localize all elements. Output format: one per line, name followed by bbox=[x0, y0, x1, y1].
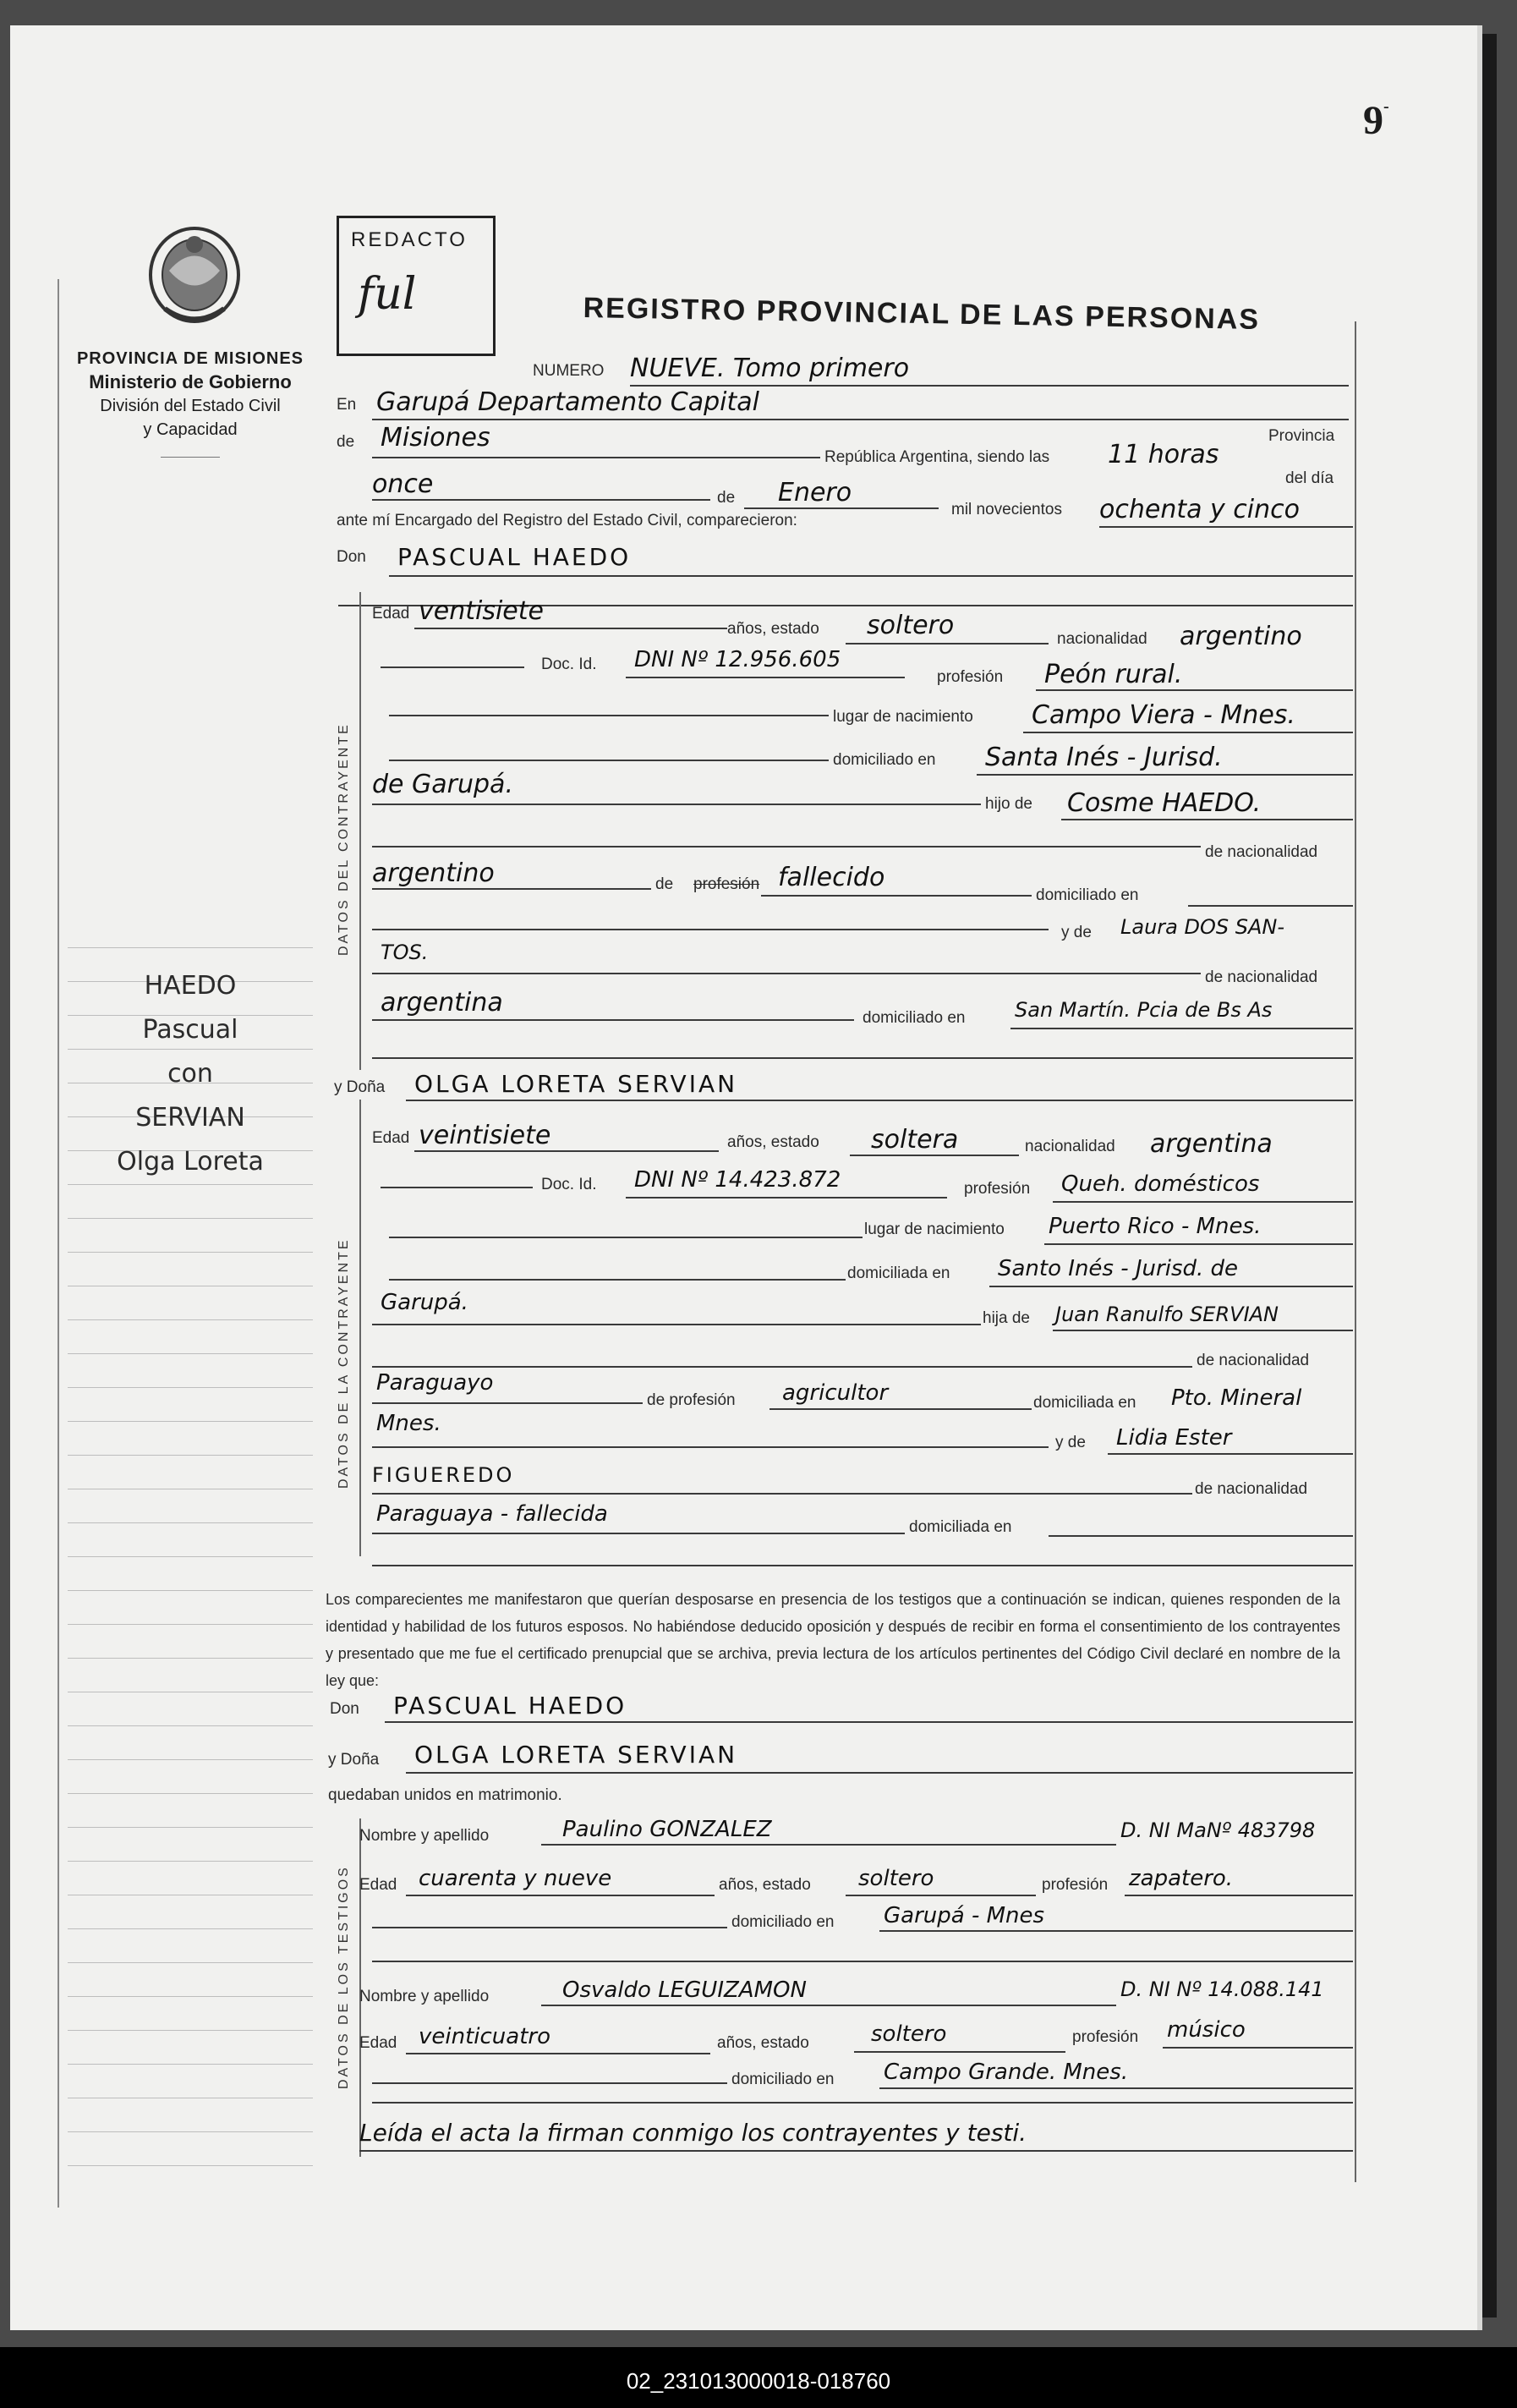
provincia-label: Provincia bbox=[1268, 427, 1335, 445]
edad-label: Edad bbox=[372, 605, 410, 623]
padre-prof-f: agricultor bbox=[782, 1380, 889, 1406]
ministry-label: Ministerio de Gobierno bbox=[89, 371, 292, 392]
margin-note bbox=[76, 964, 304, 1184]
numero-value: NUEVE. Tomo primero bbox=[630, 354, 910, 383]
doc-value: DNI Nº 12.956.605 bbox=[634, 647, 841, 672]
padre-dom-cont-f: Mnes. bbox=[376, 1411, 441, 1436]
stamp-label: REDACTO bbox=[351, 228, 468, 251]
right-rule bbox=[1355, 321, 1356, 2182]
t2-nombre-value: Osvaldo LEGUIZAMON bbox=[562, 1977, 807, 2003]
domicilio-value: Santa Inés - Jurisd. bbox=[985, 743, 1223, 772]
domicilio-label: domiciliado en bbox=[833, 751, 936, 769]
numero-label: NUMERO bbox=[533, 362, 605, 380]
margin-rule bbox=[58, 279, 59, 2208]
scan-caption: 02_231013000018-018760 bbox=[626, 2368, 891, 2394]
t1-edad-value: cuarenta y nueve bbox=[419, 1866, 612, 1891]
y-de-label-f: y de bbox=[1055, 1434, 1086, 1451]
en-value: Garupá Departamento Capital bbox=[376, 387, 759, 417]
dona-label: y Doña bbox=[334, 1078, 386, 1096]
margin-note-line: Pascual bbox=[142, 1015, 238, 1045]
edad-value: ventisiete bbox=[419, 596, 544, 626]
t2-profesion-value: músico bbox=[1167, 2017, 1246, 2043]
madre-cont: TOS. bbox=[381, 941, 429, 964]
padre-estado: fallecido bbox=[778, 863, 885, 892]
anos-label-f: años, estado bbox=[727, 1133, 819, 1151]
division-label-2: y Capacidad bbox=[143, 420, 238, 439]
madre-nac-f: Paraguaya - fallecida bbox=[376, 1501, 608, 1527]
madre-nac: argentina bbox=[381, 988, 503, 1018]
edad-label-f: Edad bbox=[372, 1129, 410, 1147]
de-label-c: de bbox=[655, 875, 674, 893]
madre-dom: San Martín. Pcia de Bs As bbox=[1015, 998, 1273, 1022]
domicilio-cont-f: Garupá. bbox=[381, 1290, 468, 1315]
madre-dom-label: domiciliado en bbox=[863, 1009, 966, 1027]
de-label: de bbox=[337, 433, 355, 451]
de-nacionalidad-label-2: de nacionalidad bbox=[1205, 968, 1318, 986]
dia-value: once bbox=[372, 469, 434, 499]
domicilio-value-f: Santo Inés - Jurisd. de bbox=[998, 1256, 1239, 1281]
madre-de-nac-label-f: de nacionalidad bbox=[1195, 1480, 1308, 1498]
madre-value-f: Lidia Ester bbox=[1116, 1425, 1232, 1451]
t2-nombre-label: Nombre y apellido bbox=[359, 1988, 490, 2005]
margin-note-line: con bbox=[167, 1059, 213, 1089]
t1-profesion-value: zapatero. bbox=[1129, 1866, 1234, 1891]
decl-don-value: PASCUAL HAEDO bbox=[393, 1692, 627, 1720]
t1-doc-value: D. NI MaNº 483798 bbox=[1120, 1818, 1316, 1842]
doc-value-f: DNI Nº 14.423.872 bbox=[634, 1167, 841, 1193]
madre-cont-f: FIGUEREDO bbox=[372, 1463, 515, 1487]
domiciliado-label: domiciliado en bbox=[1036, 886, 1139, 904]
mes-value: Enero bbox=[778, 478, 852, 507]
madre-dom-label-f: domiciliada en bbox=[909, 1518, 1012, 1536]
page-number: 9- bbox=[1363, 97, 1389, 143]
padre-value-f: Juan Ranulfo SERVIAN bbox=[1055, 1303, 1279, 1326]
margin-note-line: Olga Loreta bbox=[117, 1147, 264, 1177]
ante-label: ante mí Encargado del Registro del Estado Civil, comparecieron: bbox=[337, 512, 797, 529]
province-label: PROVINCIA DE MISIONES bbox=[76, 349, 304, 368]
section-rule-2 bbox=[359, 1100, 361, 1556]
stamp-initials: ful bbox=[358, 269, 417, 320]
testigos-section-label: DATOS DE LOS TESTIGOS bbox=[337, 1865, 351, 2089]
profesion-label-f: profesión bbox=[964, 1180, 1031, 1198]
decl-dona-label: y Doña bbox=[328, 1751, 380, 1769]
padre-nac: argentino bbox=[372, 858, 495, 888]
t1-estado-value: soltero bbox=[858, 1866, 934, 1891]
doc-label-f: Doc. Id. bbox=[541, 1176, 597, 1193]
lugar-label-f: lugar de nacimiento bbox=[864, 1220, 1005, 1238]
lugar-value: Campo Viera - Mnes. bbox=[1032, 700, 1295, 730]
padre-dom-f: Pto. Mineral bbox=[1171, 1385, 1302, 1411]
padre-value: Cosme HAEDO. bbox=[1067, 788, 1262, 818]
profesion-value: Peón rural. bbox=[1044, 660, 1183, 689]
unidos-label: quedaban unidos en matrimonio. bbox=[328, 1786, 562, 1804]
division-label: División del Estado Civil bbox=[100, 397, 281, 415]
t1-edad-label: Edad bbox=[359, 1876, 397, 1894]
provincial-seal-icon bbox=[144, 224, 245, 330]
de-nacionalidad-label: de nacionalidad bbox=[1205, 843, 1318, 861]
struck-profesion: profesión bbox=[693, 875, 760, 893]
document-title: REGISTRO PROVINCIAL DE LAS PERSONAS bbox=[583, 292, 1261, 336]
t2-profesion-label: profesión bbox=[1072, 2028, 1139, 2046]
t1-anos-label: años, estado bbox=[719, 1876, 811, 1894]
madre-value: Laura DOS SAN- bbox=[1120, 915, 1284, 939]
de-nacionalidad-label-f: de nacionalidad bbox=[1197, 1352, 1310, 1369]
lugar-label: lugar de nacimiento bbox=[833, 708, 973, 726]
t2-domicilio-value: Campo Grande. Mnes. bbox=[884, 2060, 1129, 2085]
doc-label: Doc. Id. bbox=[541, 655, 597, 673]
profesion-label: profesión bbox=[937, 668, 1004, 686]
nacionalidad-label: nacionalidad bbox=[1057, 630, 1147, 648]
nacionalidad-value: argentino bbox=[1180, 622, 1302, 651]
domicilio-label-f: domiciliada en bbox=[847, 1264, 950, 1282]
t1-domicilio-label: domiciliado en bbox=[731, 1913, 835, 1931]
don-value: PASCUAL HAEDO bbox=[397, 543, 632, 571]
de-value: Misiones bbox=[381, 423, 490, 453]
contrayente-section-label: DATOS DEL CONTRAYENTE bbox=[337, 722, 351, 956]
section-rule bbox=[359, 592, 361, 1070]
de-profesion-label: de profesión bbox=[647, 1391, 736, 1409]
profesion-value-f: Queh. domésticos bbox=[1061, 1171, 1260, 1197]
t2-estado-value: soltero bbox=[871, 2021, 947, 2047]
t2-edad-value: veinticuatro bbox=[419, 2024, 550, 2049]
y-de-label: y de bbox=[1061, 924, 1092, 941]
don-label: Don bbox=[337, 548, 366, 566]
padre-dom-label-f: domiciliada en bbox=[1033, 1394, 1136, 1412]
nacionalidad-value-f: argentina bbox=[1150, 1129, 1273, 1159]
domicilio-cont: de Garupá. bbox=[372, 770, 513, 799]
dona-value: OLGA LORETA SERVIAN bbox=[414, 1070, 738, 1098]
anio-value: ochenta y cinco bbox=[1099, 495, 1300, 524]
anos-label: años, estado bbox=[727, 620, 819, 638]
estado-value-f: soltera bbox=[871, 1125, 959, 1155]
republica-label: República Argentina, siendo las bbox=[824, 448, 1050, 466]
contrayenta-section-label: DATOS DE LA CONTRAYENTE bbox=[337, 1237, 351, 1489]
de2-label: de bbox=[717, 489, 736, 507]
t1-domicilio-value: Garupá - Mnes bbox=[884, 1903, 1045, 1928]
nacionalidad-label-f: nacionalidad bbox=[1025, 1138, 1115, 1155]
decl-don-label: Don bbox=[330, 1700, 359, 1718]
redacto-stamp bbox=[337, 216, 496, 356]
edad-value-f: veintisiete bbox=[419, 1121, 551, 1150]
t1-nombre-value: Paulino GONZALEZ bbox=[562, 1817, 772, 1842]
ministry-header bbox=[55, 347, 326, 458]
margin-note-line: SERVIAN bbox=[135, 1103, 245, 1133]
mil-label: mil novecientos bbox=[951, 501, 1062, 518]
declaration-text: Los comparecientes me manifestaron que querían desposarse en presencia de los testigos que a continuación se indican, quienes responden de la identidad y habilidad de los futuros esposos. No habiéndose deducido oposición y después de recibir en forma el consentimiento de los contrayentes y presentado que me fue el certificado prenupcial que se archiva, previa lectura de los artículos pertinentes del Código Civil declaré en nombre de la ley que: bbox=[326, 1591, 1340, 1689]
en-label: En bbox=[337, 396, 357, 414]
hijo-label: hijo de bbox=[985, 795, 1032, 813]
margin-note-line: HAEDO bbox=[144, 971, 237, 1001]
decl-dona-value: OLGA LORETA SERVIAN bbox=[414, 1741, 738, 1769]
del-dia-label: del día bbox=[1285, 469, 1334, 487]
closing-line: Leída el acta la firman conmigo los contrayentes y testi. bbox=[359, 2119, 1027, 2147]
t2-domicilio-label: domiciliado en bbox=[731, 2071, 835, 2088]
lugar-value-f: Puerto Rico - Mnes. bbox=[1049, 1214, 1262, 1239]
t2-edad-label: Edad bbox=[359, 2034, 397, 2052]
hija-label: hija de bbox=[983, 1309, 1030, 1327]
estado-value: soltero bbox=[867, 611, 955, 640]
t1-nombre-label: Nombre y apellido bbox=[359, 1827, 490, 1845]
padre-nac-f: Paraguayo bbox=[376, 1370, 494, 1396]
t2-anos-label: años, estado bbox=[717, 2034, 809, 2052]
t1-profesion-label: profesión bbox=[1042, 1876, 1109, 1894]
hora-value: 11 horas bbox=[1108, 440, 1219, 469]
t2-doc-value: D. NI Nº 14.088.141 bbox=[1120, 1977, 1324, 2001]
